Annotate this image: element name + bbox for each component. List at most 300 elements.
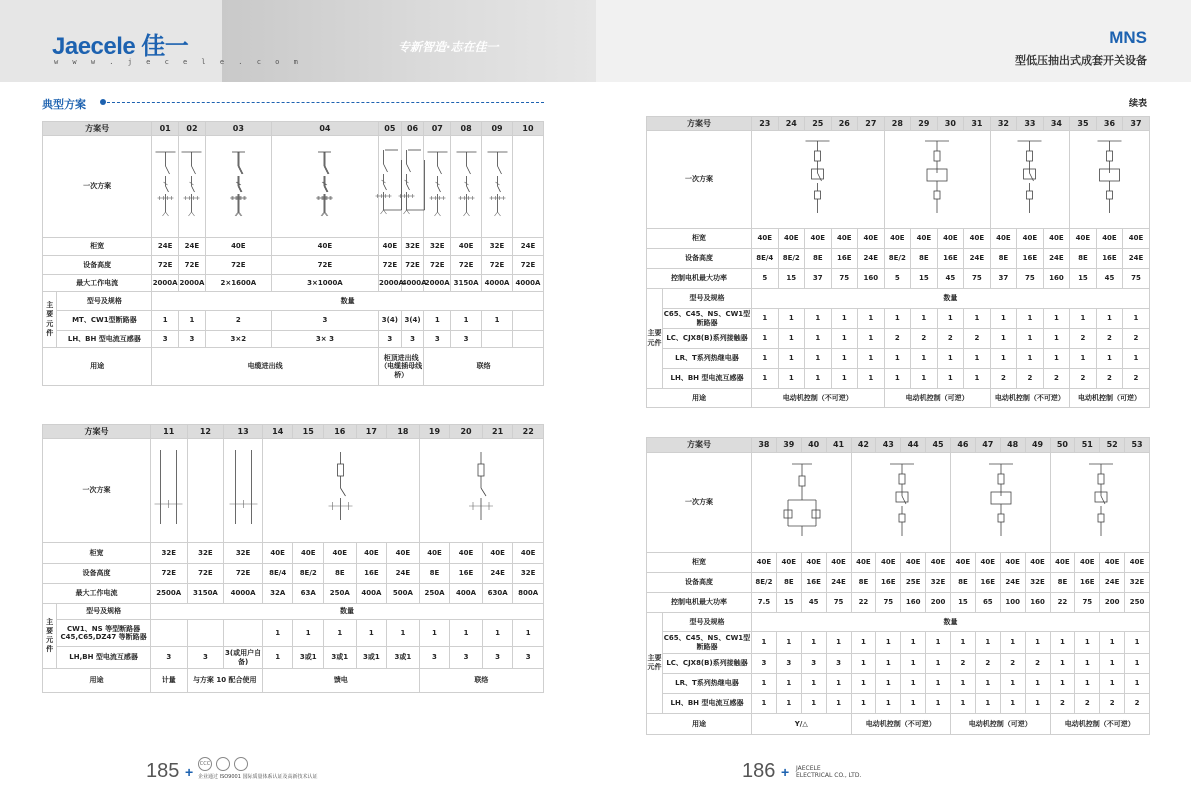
current-value: 2500A <box>150 584 187 604</box>
scheme-table-23-37 <box>646 116 1150 408</box>
width-value: 40E <box>1123 229 1150 249</box>
height-value: 72E <box>224 564 263 584</box>
height-value: 72E <box>271 256 378 275</box>
circuit-diagram <box>1050 453 1150 553</box>
scheme-number: 10 <box>513 122 544 136</box>
component-qty: 1 <box>831 349 858 369</box>
component-qty: 1 <box>826 694 851 714</box>
scheme-number: 48 <box>1000 438 1025 453</box>
circuit-diagram-icon <box>1051 456 1151 546</box>
model-spec-label: 型号及规格 <box>57 604 151 620</box>
cert-note: 企业通过 ISO9001 国际质量体系认证及高新技术认证 <box>198 774 318 780</box>
component-qty: 1 <box>975 674 1000 694</box>
circuit-diagram-icon <box>431 444 531 534</box>
power-label: 控制电机最大功率 <box>647 269 752 289</box>
width-value: 40E <box>858 229 885 249</box>
width-value: 40E <box>901 553 926 573</box>
height-value: 8E <box>951 573 976 593</box>
width-value: 32E <box>482 238 513 256</box>
component-qty: 1 <box>937 369 964 389</box>
width-value: 40E <box>831 229 858 249</box>
circuit-diagram-icon <box>951 456 1051 546</box>
width-value: 40E <box>826 553 851 573</box>
component-qty: 3 <box>801 654 826 674</box>
component-qty: 1 <box>990 309 1017 329</box>
width-value: 40E <box>778 229 805 249</box>
leaf-mark-icon <box>234 757 248 771</box>
power-value: 22 <box>851 593 876 613</box>
component-qty: 1 <box>752 632 777 654</box>
company-name: JAECELE ELECTRICAL CO., LTD. <box>796 765 862 779</box>
height-label: 设备高度 <box>43 256 152 275</box>
circuit-diagram-icon <box>402 140 427 230</box>
component-qty: 2 <box>1096 329 1123 349</box>
width-value: 40E <box>1043 229 1070 249</box>
component-qty: 3 <box>450 647 483 669</box>
component-qty: 2 <box>1050 694 1075 714</box>
component-qty: 3 <box>179 331 206 348</box>
usage-value: 电动机控制（不可逆） <box>1050 714 1150 735</box>
component-qty: 1 <box>805 309 832 329</box>
component-qty <box>187 620 224 647</box>
scheme-number: 43 <box>876 438 901 453</box>
width-value: 40E <box>513 543 544 564</box>
circuit-diagram <box>419 439 543 543</box>
scheme-number: 15 <box>293 425 324 439</box>
width-value: 40E <box>271 238 378 256</box>
component-qty: 1 <box>911 369 938 389</box>
scheme-number: 27 <box>858 117 885 131</box>
component-qty: 1 <box>911 349 938 369</box>
scheme-number: 50 <box>1050 438 1075 453</box>
width-value: 40E <box>482 543 513 564</box>
component-qty: 1 <box>356 620 387 647</box>
component-qty: 3或1 <box>356 647 387 669</box>
scheme-number: 18 <box>387 425 420 439</box>
usage-value: 电动机控制（不可逆） <box>752 389 885 408</box>
component-qty: 1 <box>1125 654 1150 674</box>
circuit-diagram-icon <box>1072 133 1147 223</box>
r2-label: LC、CJX8(B)系列接触器 <box>663 329 752 349</box>
component-qty: 2 <box>1025 654 1050 674</box>
scheme-number: 01 <box>152 122 179 136</box>
qty-label: 数量 <box>752 289 1150 309</box>
r2-label: LH,BH 型电流互感器 <box>57 647 151 669</box>
component-qty: 1 <box>293 620 324 647</box>
height-value: 16E <box>937 249 964 269</box>
component-qty: 2 <box>1043 369 1070 389</box>
component-qty: 1 <box>1125 674 1150 694</box>
scheme-number: 41 <box>826 438 851 453</box>
current-value: 400A <box>356 584 387 604</box>
scheme-number: 31 <box>964 117 991 131</box>
power-value: 100 <box>1000 593 1025 613</box>
circuit-diagram-icon <box>179 140 204 230</box>
scheme-number: 33 <box>1017 117 1044 131</box>
height-value: 32E <box>513 564 544 584</box>
component-qty: 1 <box>926 632 951 654</box>
circuit-diagram-icon <box>425 140 450 230</box>
component-qty: 1 <box>419 620 450 647</box>
component-qty: 3×2 <box>205 331 271 348</box>
width-value: 24E <box>152 238 179 256</box>
height-value: 72E <box>513 256 544 275</box>
power-value: 160 <box>1025 593 1050 613</box>
component-qty: 1 <box>1043 329 1070 349</box>
height-value: 72E <box>179 256 206 275</box>
hd-scheme: 方案号 <box>43 122 152 136</box>
component-qty: 2 <box>1096 369 1123 389</box>
component-qty: 3 <box>271 311 378 331</box>
r4-label: LH、BH 型电流互感器 <box>663 694 752 714</box>
website-url: w w w . j e c e l e . c o m <box>54 58 303 66</box>
component-qty: 1 <box>152 311 179 331</box>
circuit-diagram-icon <box>278 444 403 534</box>
width-value: 40E <box>752 553 777 573</box>
component-qty: 1 <box>876 674 901 694</box>
circuit-diagram <box>752 453 852 553</box>
component-qty: 1 <box>1075 632 1100 654</box>
component-qty: 1 <box>1070 349 1097 369</box>
component-qty: 1 <box>858 349 885 369</box>
component-qty: 1 <box>951 694 976 714</box>
scheme-number: 52 <box>1100 438 1125 453</box>
height-value: 8E <box>851 573 876 593</box>
width-value: 40E <box>1075 553 1100 573</box>
current-value: 2000A <box>152 275 179 292</box>
component-qty: 1 <box>1096 349 1123 369</box>
component-qty: 1 <box>778 349 805 369</box>
power-value: 15 <box>951 593 976 613</box>
usage-value: 电动机控制（可逆） <box>884 389 990 408</box>
height-value: 24E <box>1123 249 1150 269</box>
component-qty: 1 <box>876 694 901 714</box>
height-value: 8E <box>1050 573 1075 593</box>
cert-mark-icon <box>216 757 230 771</box>
component-qty: 1 <box>752 309 779 329</box>
circuit-diagram <box>150 439 187 543</box>
width-value: 40E <box>262 543 293 564</box>
height-value: 24E <box>1100 573 1125 593</box>
component-qty: 1 <box>482 620 513 647</box>
component-qty: 2 <box>1017 369 1044 389</box>
height-value: 8E/2 <box>778 249 805 269</box>
width-value: 40E <box>851 553 876 573</box>
width-value: 40E <box>450 543 483 564</box>
component-qty: 1 <box>513 620 544 647</box>
scheme-number: 49 <box>1025 438 1050 453</box>
component-qty: 1 <box>926 694 951 714</box>
component-qty: 1 <box>324 620 357 647</box>
scheme-number: 09 <box>482 122 513 136</box>
scheme-number: 35 <box>1070 117 1097 131</box>
component-qty: 1 <box>424 311 451 331</box>
scheme-number: 05 <box>379 122 402 136</box>
scheme-number: 47 <box>975 438 1000 453</box>
width-label: 柜宽 <box>43 543 151 564</box>
r1-label: CW1、NS 等型断路器 C45,C65,DZ47 等断路器 <box>57 620 151 647</box>
circuit-diagram <box>482 136 513 238</box>
scheme-number: 14 <box>262 425 293 439</box>
component-qty: 1 <box>901 632 926 654</box>
component-qty: 1 <box>451 311 482 331</box>
power-value: 45 <box>801 593 826 613</box>
component-qty: 1 <box>1043 349 1070 369</box>
height-value: 72E <box>401 256 424 275</box>
component-qty: 1 <box>826 632 851 654</box>
component-qty: 3(4) <box>379 311 402 331</box>
component-qty: 1 <box>1050 632 1075 654</box>
component-qty: 1 <box>778 369 805 389</box>
width-value: 40E <box>1100 553 1125 573</box>
width-value: 32E <box>187 543 224 564</box>
circuit-diagram <box>884 131 990 229</box>
height-value: 16E <box>1096 249 1123 269</box>
component-qty: 1 <box>1100 654 1125 674</box>
qty-label: 数量 <box>752 613 1150 632</box>
power-value: 160 <box>1043 269 1070 289</box>
width-value: 40E <box>990 229 1017 249</box>
scheme-number: 25 <box>805 117 832 131</box>
component-qty: 1 <box>805 369 832 389</box>
component-qty: 2 <box>1125 694 1150 714</box>
width-value: 40E <box>205 238 271 256</box>
height-value: 72E <box>187 564 224 584</box>
height-value: 24E <box>858 249 885 269</box>
component-qty: 1 <box>1075 654 1100 674</box>
power-value: 15 <box>776 593 801 613</box>
power-value: 250 <box>1125 593 1150 613</box>
slogan: 专新智造·志在佳一 <box>398 40 499 54</box>
component-qty <box>150 620 187 647</box>
component-qty: 1 <box>901 694 926 714</box>
circuit-diagram-icon <box>454 140 479 230</box>
scheme-number: 51 <box>1075 438 1100 453</box>
component-qty: 1 <box>1043 309 1070 329</box>
power-value: 5 <box>752 269 779 289</box>
scheme-number: 07 <box>424 122 451 136</box>
circuit-diagram <box>990 131 1070 229</box>
scheme-number: 39 <box>776 438 801 453</box>
width-value: 40E <box>1025 553 1050 573</box>
r3-label: LR、T系列热继电器 <box>663 674 752 694</box>
usage-value: 电动机控制（不可逆） <box>851 714 951 735</box>
power-value: 37 <box>990 269 1017 289</box>
primary-label: 一次方案 <box>43 439 151 543</box>
component-qty: 2 <box>1000 654 1025 674</box>
component-qty: 1 <box>1025 632 1050 654</box>
current-value: 2×1600A <box>205 275 271 292</box>
component-qty: 1 <box>951 632 976 654</box>
width-value: 40E <box>805 229 832 249</box>
usage-label: 用途 <box>43 348 152 386</box>
circuit-diagram <box>205 136 271 238</box>
width-value: 24E <box>513 238 544 256</box>
circuit-diagram <box>951 453 1051 553</box>
current-value: 2000A <box>179 275 206 292</box>
circuit-diagram <box>451 136 482 238</box>
width-value: 40E <box>356 543 387 564</box>
qty-label: 数量 <box>150 604 543 620</box>
circuit-diagram-icon <box>156 444 181 534</box>
height-value: 8E <box>324 564 357 584</box>
current-value: 4000A <box>401 275 424 292</box>
usage-label: 用途 <box>647 714 752 735</box>
current-value: 500A <box>387 584 420 604</box>
usage-value: 电动机控制（可逆） <box>951 714 1051 735</box>
scheme-number: 44 <box>901 438 926 453</box>
component-qty: 1 <box>1100 674 1125 694</box>
component-qty: 1 <box>776 674 801 694</box>
usage-value: 与方案 10 配合使用 <box>187 669 262 693</box>
component-qty: 1 <box>805 349 832 369</box>
current-value: 630A <box>482 584 513 604</box>
height-value: 24E <box>964 249 991 269</box>
circuit-diagram-icon <box>752 456 852 546</box>
series-title: MNS <box>1109 28 1147 47</box>
component-qty: 1 <box>1123 349 1150 369</box>
component-qty: 1 <box>964 349 991 369</box>
height-value: 72E <box>152 256 179 275</box>
scheme-number: 12 <box>187 425 224 439</box>
component-qty: 1 <box>752 694 777 714</box>
width-value: 40E <box>1050 553 1075 573</box>
component-qty: 1 <box>1070 309 1097 329</box>
component-qty: 1 <box>778 309 805 329</box>
circuit-diagram-icon <box>852 456 952 546</box>
height-value: 32E <box>926 573 951 593</box>
component-qty: 3(4) <box>401 311 424 331</box>
component-qty <box>224 620 263 647</box>
width-value: 40E <box>975 553 1000 573</box>
height-value: 72E <box>482 256 513 275</box>
height-value: 24E <box>1000 573 1025 593</box>
right-page <box>596 0 1191 808</box>
circuit-diagram-icon <box>193 444 218 534</box>
component-qty: 1 <box>262 620 293 647</box>
component-qty: 1 <box>876 654 901 674</box>
primary-label: 一次方案 <box>647 131 752 229</box>
power-value: 45 <box>937 269 964 289</box>
height-value: 16E <box>975 573 1000 593</box>
width-value: 32E <box>224 543 263 564</box>
component-qty: 1 <box>387 620 420 647</box>
circuit-diagram <box>262 439 419 543</box>
current-value: 2000A <box>424 275 451 292</box>
component-qty: 1 <box>937 309 964 329</box>
power-value: 75 <box>831 269 858 289</box>
component-qty <box>513 331 544 348</box>
width-label: 柜宽 <box>43 238 152 256</box>
circuit-diagram <box>1070 131 1150 229</box>
width-value: 40E <box>801 553 826 573</box>
header-left <box>0 0 596 82</box>
width-value: 40E <box>1096 229 1123 249</box>
component-qty: 3 <box>187 647 224 669</box>
component-qty: 3 <box>776 654 801 674</box>
height-value: 72E <box>205 256 271 275</box>
component-qty: 2 <box>1075 694 1100 714</box>
qty-label: 数量 <box>152 292 544 311</box>
power-value: 65 <box>975 593 1000 613</box>
page-number-left: 185 + <box>146 760 194 782</box>
circuit-diagram <box>401 136 424 238</box>
usage-value: 馈电 <box>262 669 419 693</box>
component-qty: 3 <box>451 331 482 348</box>
scheme-table-01-10 <box>42 121 544 386</box>
scheme-number: 23 <box>752 117 779 131</box>
power-value: 75 <box>964 269 991 289</box>
width-label: 柜宽 <box>647 229 752 249</box>
usage-value: Y/△ <box>752 714 852 735</box>
component-qty: 1 <box>1050 674 1075 694</box>
component-qty: 1 <box>831 309 858 329</box>
circuit-diagram <box>152 136 179 238</box>
component-qty: 2 <box>937 329 964 349</box>
height-value: 8E/2 <box>884 249 911 269</box>
current-value: 3×1000A <box>271 275 378 292</box>
power-label: 控制电机最大功率 <box>647 593 752 613</box>
height-value: 72E <box>150 564 187 584</box>
scheme-number: 22 <box>513 425 544 439</box>
scheme-number: 40 <box>801 438 826 453</box>
component-qty: 2 <box>911 329 938 349</box>
component-qty: 1 <box>801 694 826 714</box>
width-value: 24E <box>179 238 206 256</box>
power-value: 200 <box>926 593 951 613</box>
component-qty: 1 <box>926 654 951 674</box>
power-value: 160 <box>858 269 885 289</box>
usage-value: 联络 <box>424 348 544 386</box>
component-qty: 2 <box>975 654 1000 674</box>
component-qty: 1 <box>826 674 851 694</box>
component-qty: 3 <box>826 654 851 674</box>
height-value: 72E <box>451 256 482 275</box>
circuit-diagram <box>179 136 206 238</box>
component-qty: 1 <box>851 674 876 694</box>
component-qty: 1 <box>1125 632 1150 654</box>
component-qty: 1 <box>482 311 513 331</box>
component-qty: 1 <box>964 309 991 329</box>
component-qty: 2 <box>884 329 911 349</box>
component-qty: 1 <box>1000 694 1025 714</box>
component-qty: 3 <box>401 331 424 348</box>
component-qty: 1 <box>752 349 779 369</box>
component-qty: 1 <box>1017 329 1044 349</box>
width-value: 40E <box>387 543 420 564</box>
component-qty: 3或1 <box>387 647 420 669</box>
height-value: 24E <box>1043 249 1070 269</box>
circuit-diagram-icon <box>485 140 510 230</box>
r1-label: MT、CW1型断路器 <box>57 311 152 331</box>
component-qty: 3 <box>419 647 450 669</box>
r3-label: LR、T系列热继电器 <box>663 349 752 369</box>
scheme-number: 24 <box>778 117 805 131</box>
r4-label: LH、BH 型电流互感器 <box>663 369 752 389</box>
component-qty: 3(或用户自备) <box>224 647 263 669</box>
power-value: 75 <box>876 593 901 613</box>
height-value: 8E <box>805 249 832 269</box>
circuit-diagram-icon <box>379 140 404 230</box>
hd-scheme: 方案号 <box>647 438 752 453</box>
component-qty: 1 <box>951 674 976 694</box>
usage-value: 电动机控制（可逆） <box>1070 389 1150 408</box>
scheme-number: 16 <box>324 425 357 439</box>
usage-value: 柜顶进出线（电缆插母线桥） <box>379 348 424 386</box>
height-value: 25E <box>901 573 926 593</box>
width-value: 40E <box>379 238 402 256</box>
component-qty: 1 <box>1017 349 1044 369</box>
